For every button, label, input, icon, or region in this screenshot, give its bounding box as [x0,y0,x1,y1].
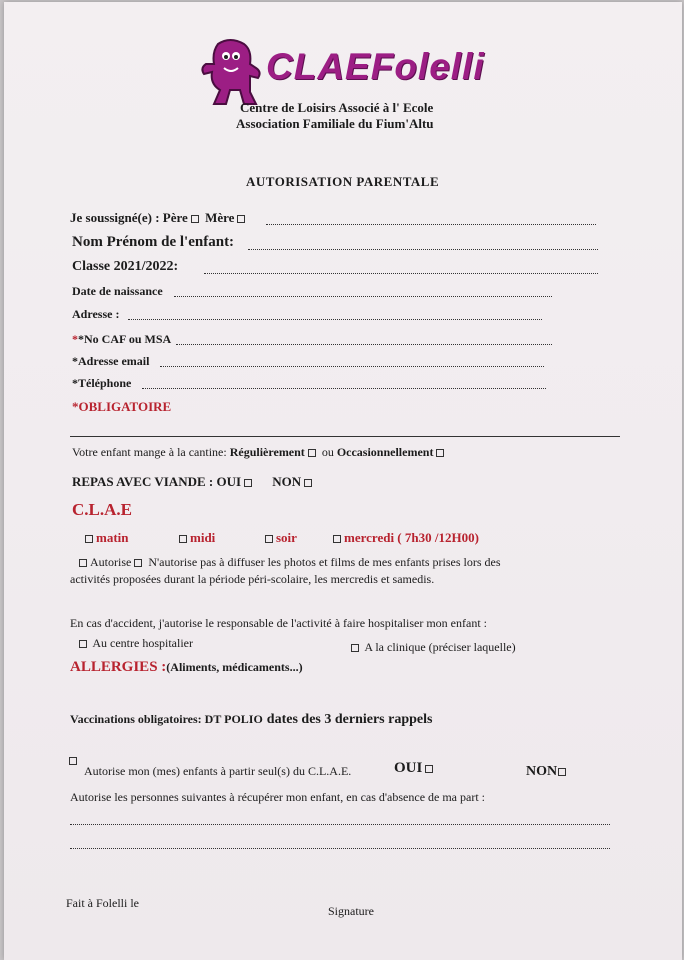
recuperer-line-1[interactable] [70,824,610,825]
checkbox-pere[interactable] [191,215,199,223]
checkbox-midi[interactable] [179,535,187,543]
mascot-logo-icon [200,38,266,108]
repas-non-label: NON [272,474,302,489]
accident-option-hopital[interactable] [76,636,193,651]
clae-option-mercredi[interactable] [330,530,479,546]
section-divider [70,436,620,437]
document-page [4,2,682,960]
document-title: AUTORISATION PARENTALE [246,174,440,189]
checkbox-repas-non[interactable] [304,479,312,487]
repas-oui-label: REPAS AVEC VIANDE : OUI [72,474,242,489]
depart-oui-label: OUI [394,760,423,776]
repas-line [72,474,315,490]
header-subtitle-2: Association Familiale du Fium'Altu [236,116,434,131]
checkbox-hopital[interactable] [79,640,87,648]
checkbox-mercredi[interactable] [333,535,341,543]
checkbox-regulierement[interactable] [308,449,316,457]
field-adresse-line[interactable] [128,319,542,320]
field-soussigne-label: Je soussigné(e) : Père [70,210,188,225]
accident-text: En cas d'accident, j'autorise le responsable de l'activité à faire hospitaliser mon enfant : [70,616,487,630]
checkbox-soir[interactable] [265,535,273,543]
checkbox-photos-autorise[interactable] [79,559,87,567]
checkbox-photos-refuse[interactable] [134,559,142,567]
logo-wordmark: CLAEFolelli [266,46,485,87]
checkbox-clinique[interactable] [351,644,359,652]
recuperer-line-2[interactable] [70,848,610,849]
vaccinations-detail: dates des 3 derniers rappels [266,712,433,727]
field-email-line[interactable] [160,366,544,367]
checkbox-depart-seul[interactable] [69,757,77,765]
field-email-label: *Adresse email [72,354,150,368]
cantine-line [72,445,447,460]
signature-label: Signature [328,904,374,918]
field-classe-label: Classe 2021/2022: [72,259,179,274]
accident-option-clinique-label: A la clinique (préciser laquelle) [364,640,516,654]
header-subtitle-1: Centre de Loisirs Associé à l' Ecole [240,100,434,115]
checkbox-depart-non[interactable] [558,768,566,776]
allergies-detail: (Aliments, médicaments...) [166,660,303,674]
field-caf-line[interactable] [176,344,552,345]
field-caf-text: *No CAF ou MSA [78,332,172,346]
clae-option-midi-label: midi [190,530,216,545]
field-telephone-label: *Téléphone [72,376,132,390]
photos-refuse-text: N'autorise pas à diffuser les photos et films de mes enfants prises lors des [148,555,501,569]
field-soussigne [70,210,248,226]
vaccinations-label: Vaccinations obligatoires: DT POLIO [70,712,263,726]
field-classe-line[interactable] [204,273,598,274]
checkbox-depart-oui[interactable] [425,765,433,773]
cantine-ou: ou [321,445,334,459]
checkbox-matin[interactable] [85,535,93,543]
clae-option-soir-label: soir [276,530,297,545]
depart-non [526,764,569,780]
photos-line-1 [76,555,501,570]
recuperer-text: Autorise les personnes suivantes à récupérer mon enfant, en cas d'absence de ma part : [70,790,486,804]
clae-option-midi[interactable] [176,530,215,546]
clae-option-mercredi-label: mercredi ( 7h30 /12H00) [344,530,479,545]
field-mere-label: Mère [205,210,235,225]
clae-option-soir[interactable] [262,530,297,546]
field-caf-label: **No CAF ou MSA [72,332,172,346]
photos-autorise-label: Autorise [90,555,132,569]
allergies-label: ALLERGIES : [70,659,167,675]
accident-option-hopital-label: Au centre hospitalier [92,636,193,650]
field-telephone-line[interactable] [142,388,546,389]
cantine-regulierement-label: Régulièrement [229,445,305,459]
accident-option-clinique[interactable] [348,640,516,655]
checkbox-repas-oui[interactable] [244,479,252,487]
clae-heading: C.L.A.E [72,500,132,519]
field-date-naissance-label: Date de naissance [72,284,163,298]
clae-option-matin-label: matin [96,530,129,545]
clae-option-matin[interactable] [82,530,129,546]
field-nom-enfant-line[interactable] [248,249,598,250]
field-date-naissance-line[interactable] [174,296,552,297]
field-nom-enfant-label: Nom Prénom de l'enfant: [72,234,235,250]
depart-non-label: NON [526,764,558,779]
field-soussigne-line[interactable] [266,224,596,225]
fait-a-label: Fait à Folelli le [66,896,139,910]
checkbox-mere[interactable] [237,215,245,223]
cantine-occasionnellement-label: Occasionnellement [336,445,434,459]
depart-oui [394,760,436,777]
cantine-text: Votre enfant mange à la cantine: [72,445,227,459]
field-adresse-label: Adresse : [72,307,120,321]
obligatoire-note: *OBLIGATOIRE [72,399,172,414]
depart-text: Autorise mon (mes) enfants à partir seul(s) du C.L.A.E. [84,764,352,778]
vaccinations-line [70,710,432,728]
allergies-line [70,658,303,676]
photos-line-2: activités proposées durant la période péri-scolaire, les mercredis et samedis. [70,572,435,586]
checkbox-occasionnellement[interactable] [436,449,444,457]
